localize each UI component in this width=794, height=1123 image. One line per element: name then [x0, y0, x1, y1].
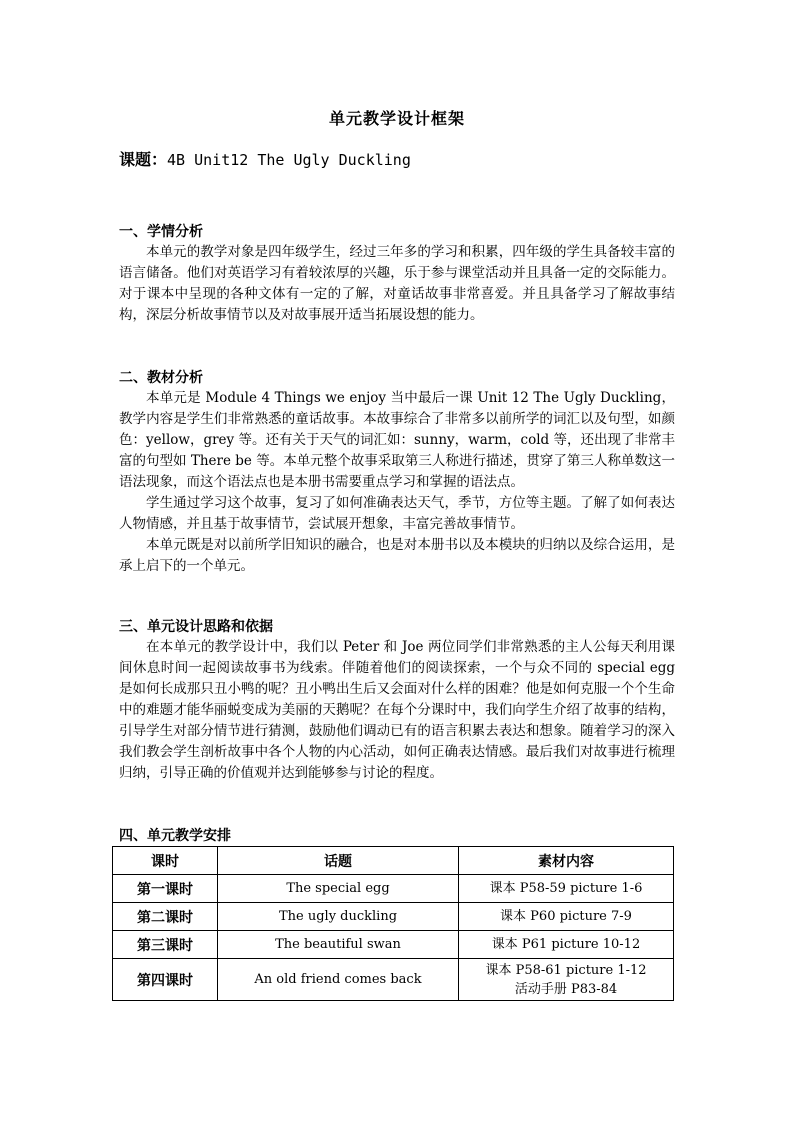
section-teaching-schedule [119, 826, 675, 846]
section-design-rationale [119, 617, 675, 784]
topic-cell: The ugly duckling [218, 903, 459, 931]
header-material: 素材内容 [459, 847, 674, 875]
material-cell [459, 931, 674, 959]
table-row [113, 959, 674, 1001]
period-cell: 第四课时 [113, 959, 218, 1001]
header-period: 课时 [113, 847, 218, 875]
subject-value: 4B Unit12 The Ugly Duckling [167, 151, 411, 169]
table-header-row [113, 847, 674, 875]
period-cell: 第二课时 [113, 903, 218, 931]
topic-cell: The beautiful swan [218, 931, 459, 959]
material-line: 课本 P60 picture 7-9 [500, 909, 632, 924]
paragraph: 本单元的教学对象是四年级学生，经过三年多的学习和积累，四年级的学生具备较丰富的语言储备。他们对英语学习有着较浓厚的兴趣，乐于参与课堂活动并且具备一定的交际能力。对于课本中呈现的各种文体有一定的了解，对童话故事非常喜爱。并且具备学习了解故事结构，深层分析故事情节以及对故事展开适当拓展设想的能力。 [119, 244, 675, 323]
material-line: 课本 P58-61 picture 1-12 [485, 962, 647, 978]
paragraph: 学生通过学习这个故事，复习了如何准确表达天气，季节，方位等主题。了解了如何表达人物情感，并且基于故事情节，尝试展开想象，丰富完善故事情节。 [119, 495, 675, 532]
teaching-schedule-table [112, 846, 674, 1001]
section-heading: 二、教材分析 [119, 370, 203, 386]
material-cell [459, 959, 674, 1001]
paragraph: 在本单元的教学设计中，我们以 Peter 和 Joe 两位同学们非常熟悉的主人公每天利用课间休息时间一起阅读故事书为线索。伴随着他们的阅读探索，一个与众不同的 special egg 是如何长成那只丑小鸭的呢？丑小鸭出生后又会面对什么样的困难？他是如何克服一个个生命中的难题才能华丽蜕变成为美丽的天鹅呢？在每个分课时中，我们向学生介绍了故事的结构，引导学生对部分情节进行猜测，鼓励他们调动已有的语言积累去表达和想象。随着学习的深入我们教会学生剖析故事中各个人物的内心活动，如何正确表达情感。最后我们对故事进行梳理归纳，引导正确的价值观并达到能够参与讨论的程度。 [119, 639, 675, 781]
table-row [113, 875, 674, 903]
table-row [113, 931, 674, 959]
topic-cell: The special egg [218, 875, 459, 903]
section-learner-analysis [119, 222, 675, 326]
period-cell: 第三课时 [113, 931, 218, 959]
header-topic: 话题 [218, 847, 459, 875]
page-title: 单元教学设计框架 [328, 109, 465, 128]
table-row [113, 903, 674, 931]
section-heading: 三、单元设计思路和依据 [119, 619, 273, 635]
paragraph: 本单元是 Module 4 Things we enjoy 当中最后一课 Unit 12 The Ugly Duckling，教学内容是学生们非常熟悉的童话故事。本故事综合了非常多以前所学的词汇以及句型，如颜色：yellow，grey 等。还有关于天气的词汇如：sunny，warm，cold 等，还出现了非常丰富的句型如 There be 等。本单元整个故事采取第三人称进行描述，贯穿了第三人称单数这一语法现象，而这个语法点也是本册书需要重点学习和掌握的语法点。 [119, 390, 675, 490]
material-cell [459, 875, 674, 903]
topic-cell: An old friend comes back [218, 959, 459, 1001]
subject-label: 课题： [119, 150, 168, 169]
section-heading: 四、单元教学安排 [119, 828, 231, 844]
material-line: 活动手册 P83-84 [514, 981, 618, 997]
paragraph: 本单元既是对以前所学旧知识的融合，也是对本册书以及本模块的归纳以及综合运用，是承上启下的一个单元。 [119, 537, 675, 574]
section-heading: 一、学情分析 [119, 224, 203, 240]
section-material-analysis [119, 368, 675, 577]
material-line: 课本 P61 picture 10-12 [491, 937, 641, 952]
lesson-subject [119, 147, 411, 170]
period-cell: 第一课时 [113, 875, 218, 903]
material-cell [459, 903, 674, 931]
material-line: 课本 P58-59 picture 1-6 [489, 881, 643, 896]
